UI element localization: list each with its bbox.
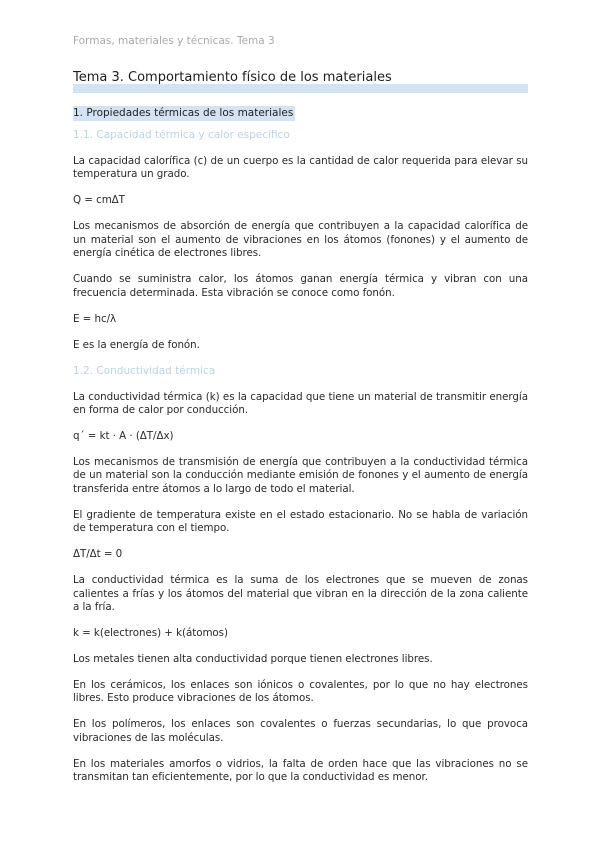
formula: q´ = kt · A · (ΔT/Δx): [73, 430, 174, 443]
paragraph: Los mecanismos de transmisión de energía que contribuyen a la conductividad térmica de un material son la conducción mediante emisión de fonones y el aumento de energía transferida entre átomos a lo largo de todo el material.: [73, 456, 528, 495]
paragraph: Los metales tienen alta conductividad porque tienen electrones libres.: [73, 653, 433, 666]
paragraph: En los cerámicos, los enlaces son iónicos o covalentes, por lo que no hay electrones libres. Esto produce vibraciones de los átomos.: [73, 679, 528, 705]
document-body: [73, 101, 528, 797]
document-title: Tema 3. Comportamiento físico de los materiales: [73, 70, 392, 85]
formula: ΔT/Δt = 0: [73, 548, 123, 561]
paragraph: La capacidad calorífica (c) de un cuerpo es la cantidad de calor requerida para elevar su temperatura un grado.: [73, 155, 528, 181]
paragraph: La conductividad térmica es la suma de los electrones que se mueven de zonas calientes a frías y los átomos del material que vibran en la dirección de la zona caliente a la fría.: [73, 574, 528, 614]
section-heading: 1. Propiedades térmicas de los materiales: [73, 107, 294, 119]
subsection-heading-1: 1.1. Capacidad térmica y calor específico: [73, 129, 290, 141]
paragraph: Cuando se suministra calor, los átomos ganan energía térmica y vibran con una frecuencia determinada. Esta vibración se conoce como fonón.: [73, 273, 528, 299]
formula: k = k(electrones) + k(átomos): [73, 627, 228, 640]
paragraph: La conductividad térmica (k) es la capacidad que tiene un material de transmitir energía en forma de calor por conducción.: [73, 390, 528, 417]
formula: E = hc/λ: [73, 312, 117, 325]
paragraph: En los materiales amorfos o vidrios, la falta de orden hace que las vibraciones no se transmitan tan eficientemente, por lo que la conductividad es menor.: [73, 757, 528, 784]
paragraph: El gradiente de temperatura existe en el estado estacionario. No se habla de variación de temperatura con el tiempo.: [73, 508, 528, 535]
paragraph: Los mecanismos de absorción de energía que contribuyen a la capacidad calorífica de un material son el aumento de vibraciones en los átomos (fonones) y el aumento de energía cinética de electrones libres.: [73, 220, 528, 260]
subsection-heading-2: 1.2. Conductividad térmica: [73, 364, 216, 377]
paragraph: E es la energía de fonón.: [73, 338, 200, 351]
paragraph: En los polímeros, los enlaces son covalentes o fuerzas secundarias, lo que provoca vibraciones de las moléculas.: [73, 718, 528, 744]
formula: Q = cmΔT: [73, 194, 125, 207]
running-header: Formas, materiales y técnicas. Tema 3: [73, 35, 275, 47]
